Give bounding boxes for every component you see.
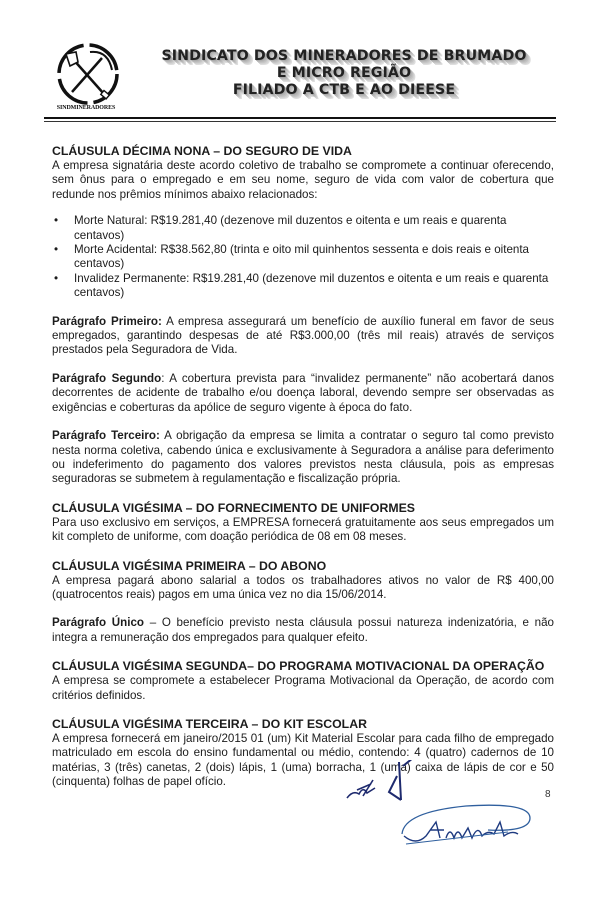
handwritten-signature <box>396 800 536 852</box>
paragraph-label: Parágrafo Segundo <box>52 371 162 385</box>
list-item: • Invalidez Permanente: R$19.281,40 (dezenove mil duzentos e oitenta e um reais e quarenta centavos) <box>52 272 554 301</box>
clause-22 <box>52 659 554 703</box>
coverage-list <box>52 214 554 300</box>
clause-19 <box>52 144 554 487</box>
paragraph-terceiro <box>52 429 554 487</box>
header-divider <box>44 117 556 119</box>
list-item: • Morte Natural: R$19.281,40 (dezenove mil duzentos e oitenta e um reais e quarenta centavos) <box>52 214 554 243</box>
clause-title: CLÁUSULA VIGÉSIMA SEGUNDA– DO PROGRAMA MOTIVACIONAL DA OPERAÇÃO <box>52 659 545 674</box>
clause-text: A empresa pagará abono salarial a todos os trabalhadores ativos no valor de R$ 400,00 (quatrocentos reais) pagos em uma única vez no dia 15/06/2014. <box>52 573 554 601</box>
clause-23 <box>52 717 554 790</box>
letterhead <box>44 38 556 120</box>
clause-title: CLÁUSULA VIGÉSIMA – DO FORNECIMENTO DE UNIFORMES <box>52 500 416 515</box>
letterhead-title <box>134 48 554 99</box>
clause-text: A empresa fornecerá em janeiro/2015 01 (um) Kit Material Escolar para cada filho de empregado matriculado em escola do ensino fundamental ou médio, contendo: 4 (quatro) cadernos de 10 matérias, 3 (três) canetas, 2 (dois) lápis, 1 (uma) borracha, 1 (uma) caixa de lápis de cor e 50 (cinquenta) folhas de papel ofício. <box>52 731 554 789</box>
page-number: 8 <box>545 789 551 800</box>
clause-text: A empresa se compromete a estabelecer Programa Motivacional da Operação, de acordo com critérios definidos. <box>52 674 554 702</box>
list-item: • Morte Acidental: R$38.562,80 (trinta e oito mil quinhentos sessenta e dois reais e oitenta centavos) <box>52 243 554 272</box>
clause-title: CLÁUSULA VIGÉSIMA TERCEIRA – DO KIT ESCOLAR <box>52 716 367 731</box>
header-divider-thin <box>44 121 556 122</box>
paragraph-text: : A cobertura prevista para “invalidez permanente” não acobertará danos decorrentes de acidente de trabalho e/ou doença laboral, devendo sempre ser observadas as exigências e coberturas da apólice de seguro vigente à época do fato. <box>52 371 555 414</box>
clause-21 <box>52 559 554 646</box>
paragraph-label: Parágrafo Primeiro: <box>52 314 162 328</box>
logo-caption: SINDMINERADORES <box>56 105 116 111</box>
initials-signature <box>345 760 425 805</box>
clause-title: CLÁUSULA VIGÉSIMA PRIMEIRA – DO ABONO <box>52 558 327 573</box>
paragraph-segundo <box>52 372 554 415</box>
paragraph-label: Parágrafo Único <box>52 616 145 630</box>
paragraph-text: – O benefício previsto nesta cláusula possui natureza indenizatória, e não integra a remuneração dos empregados para qualquer efeito. <box>52 616 554 644</box>
letterhead-title-line: FILIADO A CTB E AO DIEESE <box>232 82 456 98</box>
paragraph-label: Parágrafo Terceiro: <box>52 429 160 443</box>
paragraph-text: A empresa assegurará um benefício de auxílio funeral em favor de seus empregados, garantindo despesas de até R$3.000,00 (três mil reais) através de serviços prestados pela Seguradora de Vida. <box>52 314 555 357</box>
crossed-shovel-pickaxe-icon <box>52 40 124 112</box>
paragraph-primeiro <box>52 315 554 358</box>
clause-title: CLÁUSULA DÉCIMA NONA – DO SEGURO DE VIDA <box>52 144 352 158</box>
paragraph-unico <box>52 616 554 645</box>
letterhead-title-line: E MICRO REGIÃO <box>276 65 412 81</box>
letterhead-title-line: SINDICATO DOS MINERADORES DE BRUMADO <box>161 48 527 64</box>
document-body <box>52 144 554 790</box>
paragraph-text: A obrigação da empresa se limita a contratar o seguro tal como previsto nesta norma coletiva, cabendo única e exclusivamente à Seguradora a análise para deferimento ou indeferimento do pagamento dos valores previstos nesta cláusula, pois as empresas seguradoras se submetem à regulamentação e fiscalização própria. <box>52 429 554 486</box>
clause-text: Para uso exclusivo em serviços, a EMPRESA fornecerá gratuitamente aos seus empregados um kit completo de uniforme, com doação periódica de 08 em 08 meses. <box>52 515 554 544</box>
clause-text: A empresa signatária deste acordo coletivo de trabalho se compromete a continuar oferecendo, sem ônus para o empregado e em seu nome, seguro de vida com valor de cobertura que redunde nos prêmios mínimos abaixo relacionados: <box>52 159 554 201</box>
clause-20 <box>52 501 554 545</box>
